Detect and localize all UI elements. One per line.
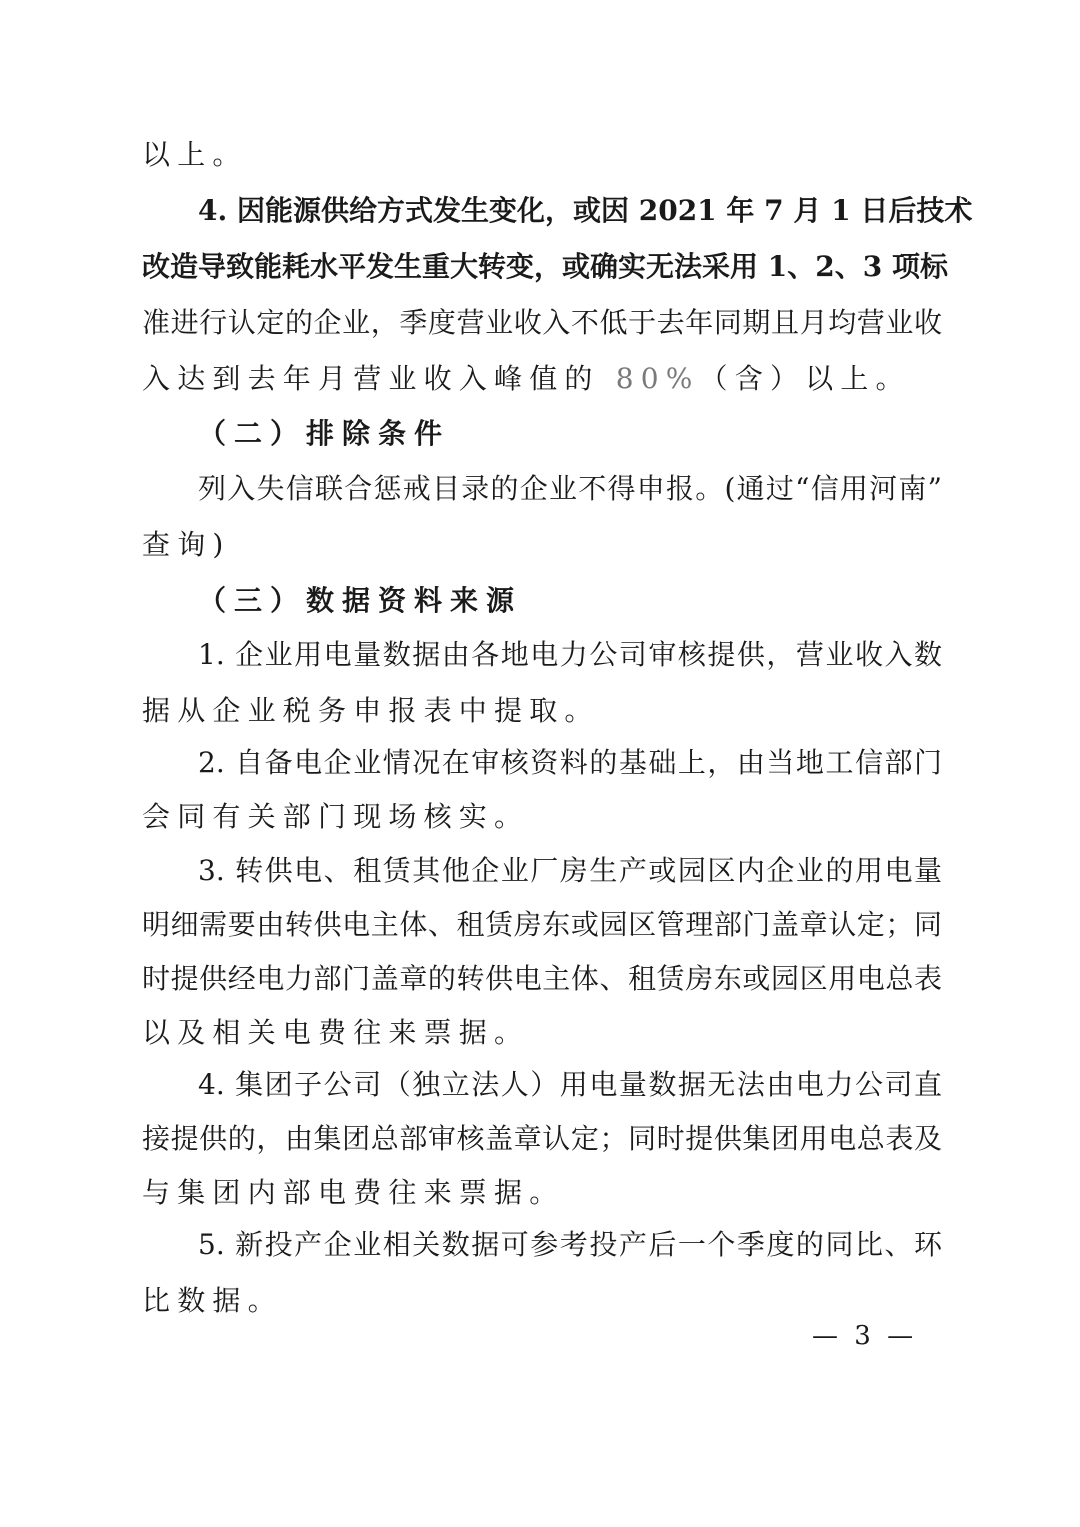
paragraph-line: 查询) [142,528,231,561]
paragraph-line: 4. 因能源供给方式发生变化，或因 2021 年 7 月 1 日后技术 [198,194,973,227]
paragraph-line [142,352,911,406]
text-span: 入达到去年月营业收入峰值的 [142,362,616,395]
paragraph-line: 接提供的，由集团总部审核盖章认定；同时提供集团用电总表及 [142,1122,942,1155]
page-number: — 3 — [812,1321,918,1351]
paragraph-line: 3. 转供电、租赁其他企业厂房生产或园区内企业的用电量 [198,854,942,887]
paragraph-line: 4. 集团子公司（独立法人）用电量数据无法由电力公司直 [198,1068,942,1101]
percentage-value: 80% [615,362,700,395]
paragraph-line: 2. 自备电企业情况在审核资料的基础上，由当地工信部门 [198,746,942,779]
paragraph-line: 与集团内部电费往来票据。 [142,1176,565,1209]
paragraph-line: 改造导致能耗水平发生重大转变，或确实无法采用 1、2、3 项标 [142,250,948,283]
paragraph-line: 以及相关电费往来票据。 [142,1016,530,1049]
paragraph-line: 据从企业税务申报表中提取。 [142,694,600,727]
paragraph-line: 准进行认定的企业，季度营业收入不低于去年同期且月均营业收 [142,306,942,339]
paragraph-line: 1. 企业用电量数据由各地电力公司审核提供，营业收入数 [198,638,942,671]
paragraph-line: 列入失信联合惩戒目录的企业不得申报。(通过“信用河南” [198,472,942,505]
paragraph-line: 5. 新投产企业相关数据可参考投产后一个季度的同比、环 [198,1228,942,1261]
paragraph-line: 明细需要由转供电主体、租赁房东或园区管理部门盖章认定；同 [142,908,942,941]
section-heading: （二）排除条件 [198,417,451,450]
paragraph-line: 时提供经电力部门盖章的转供电主体、租赁房东或园区用电总表 [142,962,942,995]
text-span: （含）以上。 [699,362,911,395]
paragraph-line: 以上。 [142,138,248,171]
paragraph-line: 比数据。 [142,1284,283,1317]
section-heading: （三）数据资料来源 [198,584,523,617]
paragraph-line: 会同有关部门现场核实。 [142,800,530,833]
